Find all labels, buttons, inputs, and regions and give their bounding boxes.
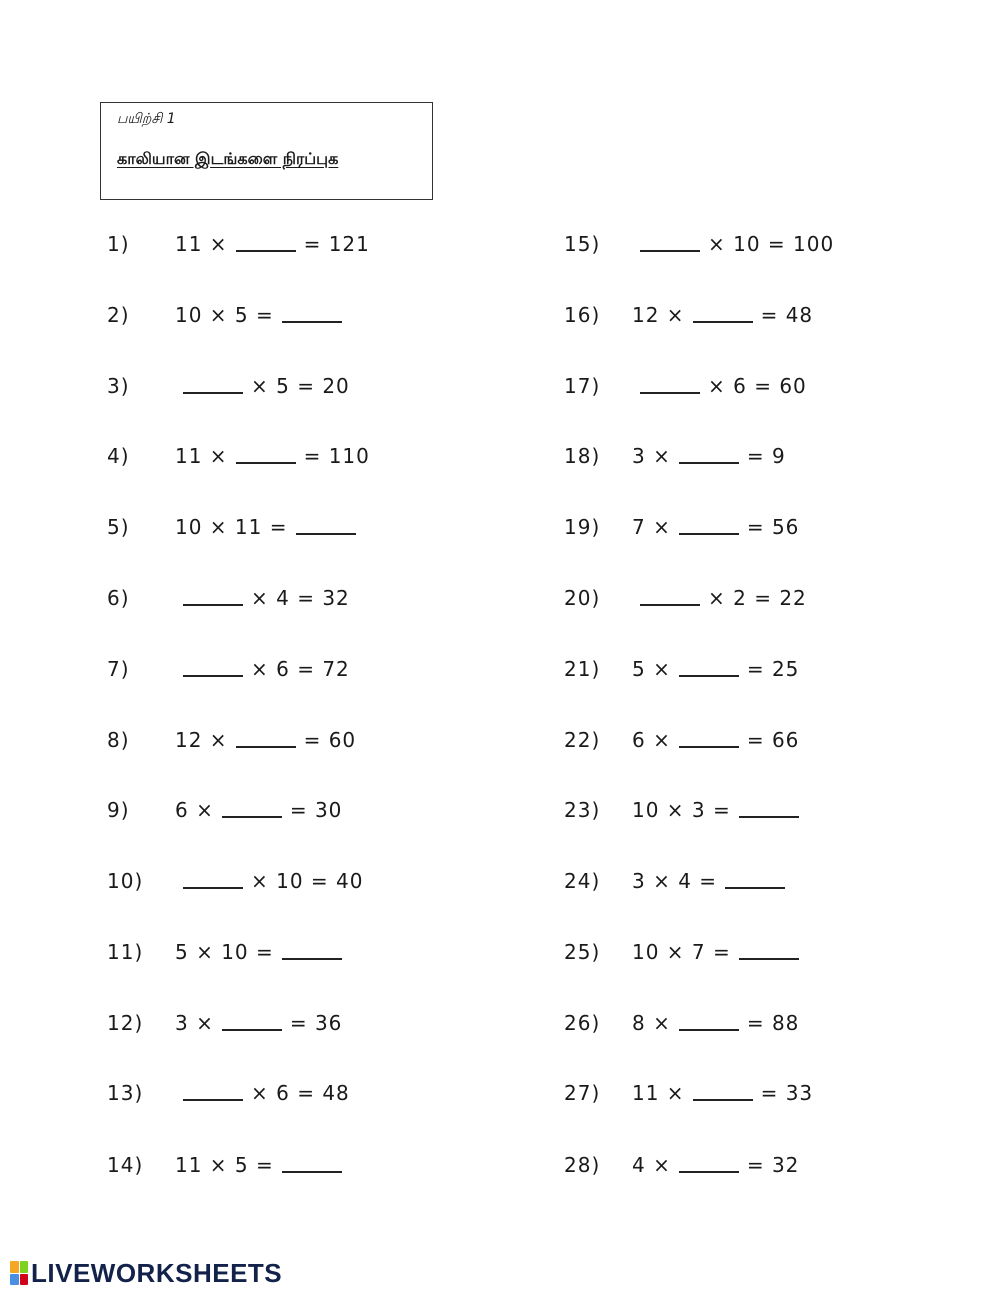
answer-blank[interactable] [640, 603, 700, 606]
question-row [564, 229, 834, 259]
question-number: 24) [564, 869, 601, 893]
question-number: 14) [107, 1153, 144, 1177]
question-number: 20) [564, 586, 601, 610]
question-row [564, 512, 799, 542]
question-row [107, 229, 370, 259]
equation-text: 10 × 5 = [175, 303, 274, 327]
equation-text: 5 × 10 = [175, 940, 274, 964]
question-number: 27) [564, 1081, 601, 1105]
question-number: 21) [564, 657, 601, 681]
answer-blank[interactable] [282, 320, 342, 323]
equation-text: 6 × [632, 728, 671, 752]
equation-text: = 33 [760, 1081, 814, 1105]
question-number: 25) [564, 940, 601, 964]
answer-blank[interactable] [679, 461, 739, 464]
question-number: 17) [564, 374, 601, 398]
question-row [564, 1008, 799, 1038]
equation-text: 11 × [175, 444, 228, 468]
equation-text: = 30 [289, 798, 343, 822]
equation-text: 11 × [175, 232, 228, 256]
question-row [564, 866, 793, 896]
title-box [100, 102, 433, 200]
equation-text: 11 × [632, 1081, 685, 1105]
question-row [107, 300, 350, 330]
question-number: 6) [107, 586, 130, 610]
equation-text: 12 × [632, 303, 685, 327]
equation-text: 3 × [175, 1011, 214, 1035]
equation-text: 10 × 7 = [632, 940, 731, 964]
question-row [107, 441, 370, 471]
equation-text: 10 × 3 = [632, 798, 731, 822]
question-row [564, 583, 807, 613]
answer-blank[interactable] [693, 1098, 753, 1101]
answer-blank[interactable] [183, 674, 243, 677]
question-row [107, 1150, 350, 1180]
question-row [107, 654, 350, 684]
question-row [107, 583, 350, 613]
answer-blank[interactable] [693, 320, 753, 323]
question-row [107, 725, 356, 755]
answer-blank[interactable] [739, 815, 799, 818]
question-row [564, 654, 799, 684]
equation-text: 6 × [175, 798, 214, 822]
equation-text: = 121 [303, 232, 370, 256]
logo-text: LIVEWORKSHEETS [31, 1257, 283, 1288]
question-number: 13) [107, 1081, 144, 1105]
question-number: 26) [564, 1011, 601, 1035]
equation-text: × 6 = 72 [251, 657, 350, 681]
question-number: 16) [564, 303, 601, 327]
question-row [564, 371, 807, 401]
equation-text: 4 × [632, 1153, 671, 1177]
answer-blank[interactable] [296, 532, 356, 535]
equation-text: = 25 [746, 657, 800, 681]
equation-text: = 32 [746, 1153, 800, 1177]
equation-text: 11 × 5 = [175, 1153, 274, 1177]
question-number: 28) [564, 1153, 601, 1177]
equation-text: = 56 [746, 515, 800, 539]
equation-text: = 110 [303, 444, 370, 468]
question-row [564, 300, 813, 330]
answer-blank[interactable] [236, 745, 296, 748]
equation-text: 12 × [175, 728, 228, 752]
question-row [564, 1078, 813, 1108]
equation-text: 8 × [632, 1011, 671, 1035]
equation-text: × 10 = 40 [251, 869, 364, 893]
question-row [564, 937, 807, 967]
question-number: 5) [107, 515, 130, 539]
equation-text: = 36 [289, 1011, 343, 1035]
question-row [564, 441, 786, 471]
answer-blank[interactable] [282, 957, 342, 960]
answer-blank[interactable] [183, 603, 243, 606]
question-number: 12) [107, 1011, 144, 1035]
question-number: 9) [107, 798, 130, 822]
answer-blank[interactable] [236, 461, 296, 464]
question-number: 22) [564, 728, 601, 752]
question-row [107, 371, 350, 401]
question-number: 7) [107, 657, 130, 681]
question-row [564, 1150, 799, 1180]
equation-text: × 10 = 100 [708, 232, 835, 256]
question-row [564, 795, 807, 825]
question-number: 3) [107, 374, 130, 398]
instruction-heading: காலியான இடங்களை நிரப்புக [117, 149, 339, 168]
question-number: 19) [564, 515, 601, 539]
equation-text: = 48 [760, 303, 814, 327]
equation-text: 3 × 4 = [632, 869, 718, 893]
question-number: 8) [107, 728, 130, 752]
question-row [107, 866, 364, 896]
question-row [107, 1078, 350, 1108]
question-number: 23) [564, 798, 601, 822]
equation-text: = 60 [303, 728, 357, 752]
equation-text: 10 × 11 = [175, 515, 288, 539]
question-number: 10) [107, 869, 144, 893]
equation-text: 3 × [632, 444, 671, 468]
liveworksheets-logo [10, 1258, 282, 1288]
answer-blank[interactable] [282, 1170, 342, 1173]
question-row [107, 937, 350, 967]
question-row [107, 512, 364, 542]
question-row [564, 725, 799, 755]
answer-blank[interactable] [222, 815, 282, 818]
answer-blank[interactable] [640, 391, 700, 394]
answer-blank[interactable] [183, 391, 243, 394]
answer-blank[interactable] [725, 886, 785, 889]
question-number: 11) [107, 940, 144, 964]
equation-text: × 5 = 20 [251, 374, 350, 398]
question-number: 4) [107, 444, 130, 468]
equation-text: × 6 = 60 [708, 374, 807, 398]
question-number: 15) [564, 232, 601, 256]
question-number: 2) [107, 303, 130, 327]
answer-blank[interactable] [640, 249, 700, 252]
equation-text: × 6 = 48 [251, 1081, 350, 1105]
question-number: 1) [107, 232, 130, 256]
equation-text: = 88 [746, 1011, 800, 1035]
answer-blank[interactable] [739, 957, 799, 960]
answer-blank[interactable] [183, 1098, 243, 1101]
logo-mark-icon [10, 1261, 28, 1285]
answer-blank[interactable] [679, 532, 739, 535]
equation-text: × 2 = 22 [708, 586, 807, 610]
answer-blank[interactable] [679, 1170, 739, 1173]
answer-blank[interactable] [183, 886, 243, 889]
equation-text: = 66 [746, 728, 800, 752]
question-row [107, 795, 342, 825]
equation-text: = 9 [746, 444, 786, 468]
answer-blank[interactable] [236, 249, 296, 252]
answer-blank[interactable] [679, 1028, 739, 1031]
equation-text: × 4 = 32 [251, 586, 350, 610]
question-number: 18) [564, 444, 601, 468]
question-row [107, 1008, 342, 1038]
answer-blank[interactable] [679, 674, 739, 677]
answer-blank[interactable] [679, 745, 739, 748]
equation-text: 5 × [632, 657, 671, 681]
exercise-label: பயிற்சி 1 [117, 111, 176, 127]
answer-blank[interactable] [222, 1028, 282, 1031]
equation-text: 7 × [632, 515, 671, 539]
